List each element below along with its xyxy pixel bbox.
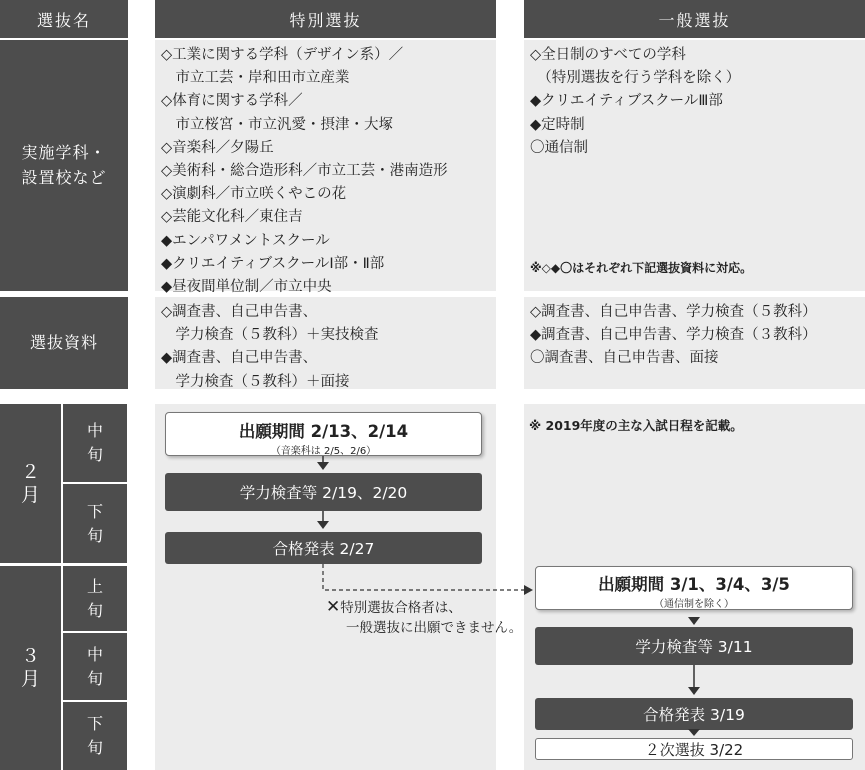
list-item: 市立桜宮・市立汎愛・摂津・大塚 — [161, 116, 393, 133]
period-mar-early: 上 旬 — [63, 566, 127, 631]
special-schools-list — [155, 40, 496, 299]
period-mar-mid: 中 旬 — [63, 633, 127, 700]
general-materials-cell — [524, 297, 865, 389]
list-item: ◆エンパワメントスクール — [161, 232, 330, 249]
list-item: （特別選抜を行う学科を除く） — [530, 70, 741, 87]
general-schools-list — [524, 40, 865, 160]
general-result-box: 合格発表 3/19 — [535, 698, 853, 730]
general-second-selection-box: ２次選抜 3/22 — [535, 738, 853, 760]
list-item: 〇調査書、自己申告書、面接 — [530, 350, 719, 367]
special-materials-cell — [155, 297, 496, 389]
row-label-materials: 選抜資料 — [0, 297, 128, 389]
period-feb-mid: 中 旬 — [63, 404, 127, 482]
special-application-sub: （音楽科は 2/5、2/6） — [270, 446, 377, 457]
warning-text — [326, 597, 522, 638]
list-item: ◆調査書、自己申告書、 — [161, 350, 318, 367]
list-item: ◇全日制のすべての学科 — [530, 47, 686, 63]
list-item: ◇芸能文化科／東住吉 — [161, 209, 303, 226]
general-application-sub: （通信制を除く） — [654, 599, 734, 610]
list-item: ◇体育に関する学科／ — [161, 93, 303, 110]
header-general-selection: 一般選抜 — [524, 0, 865, 38]
special-materials-list — [155, 297, 496, 394]
special-application-label: 出願期間 2/13、2/14 — [238, 422, 409, 441]
cross-icon: ✕ — [326, 597, 341, 617]
period-feb-late: 下 旬 — [63, 484, 127, 563]
list-item: ◆定時制 — [530, 116, 585, 133]
special-schedule-area — [155, 404, 496, 770]
header-special-selection: 特別選抜 — [155, 0, 496, 38]
general-schools-note: ※◇◆〇はそれぞれ下記選抜資料に対応。 — [530, 261, 753, 275]
general-materials-list — [524, 297, 865, 371]
general-schools-cell — [524, 40, 865, 291]
list-item: ◇調査書、自己申告書、学力検査（５教科） — [530, 304, 817, 320]
general-application-label: 出願期間 3/1、3/4、3/5 — [598, 575, 790, 594]
list-item: ◇演劇科／市立咲くやこの花 — [161, 186, 347, 203]
list-item: ◆クリエイティブスクールⅢ部 — [530, 93, 723, 110]
list-item: ◇調査書、自己申告書、 — [161, 304, 318, 320]
period-mar-late: 下 旬 — [63, 702, 127, 770]
list-item: ◇音楽科／夕陽丘 — [161, 139, 274, 156]
special-exam-box: 学力検査等 2/19、2/20 — [165, 473, 482, 511]
list-item: 学力検査（５教科）＋面接 — [161, 373, 350, 390]
warning-line1: 特別選抜合格者は、 — [340, 600, 462, 616]
list-item: ◇工業に関する学科（デザイン系）／ — [161, 47, 404, 63]
month-february: ２ 月 — [0, 404, 61, 563]
list-item: 市立工芸・岸和田市立産業 — [161, 70, 350, 87]
special-application-box — [165, 412, 482, 456]
month-march: ３ 月 — [0, 566, 61, 770]
general-application-box — [535, 566, 853, 610]
list-item: 〇通信制 — [530, 139, 588, 156]
list-item: ◇美術科・総合造形科／市立工芸・港南造形 — [161, 162, 448, 179]
list-item: 学力検査（５教科）＋実技検査 — [161, 327, 379, 344]
warning-line2: 一般選抜に出願できません。 — [346, 620, 523, 636]
schedule-note: ※ 2019年度の主な入試日程を記載。 — [529, 418, 743, 433]
special-schools-cell — [155, 40, 496, 295]
list-item: ◆昼夜間単位制／市立中央 — [161, 278, 332, 295]
list-item: ◆調査書、自己申告書、学力検査（３教科） — [530, 327, 817, 344]
general-exam-box: 学力検査等 3/11 — [535, 627, 853, 665]
row-label-schools: 実施学科・ 設置校など — [0, 40, 128, 291]
list-item: ◆クリエイティブスクールⅠ部・Ⅱ部 — [161, 255, 385, 272]
special-result-box: 合格発表 2/27 — [165, 532, 482, 564]
header-selection-name: 選抜名 — [0, 0, 128, 38]
